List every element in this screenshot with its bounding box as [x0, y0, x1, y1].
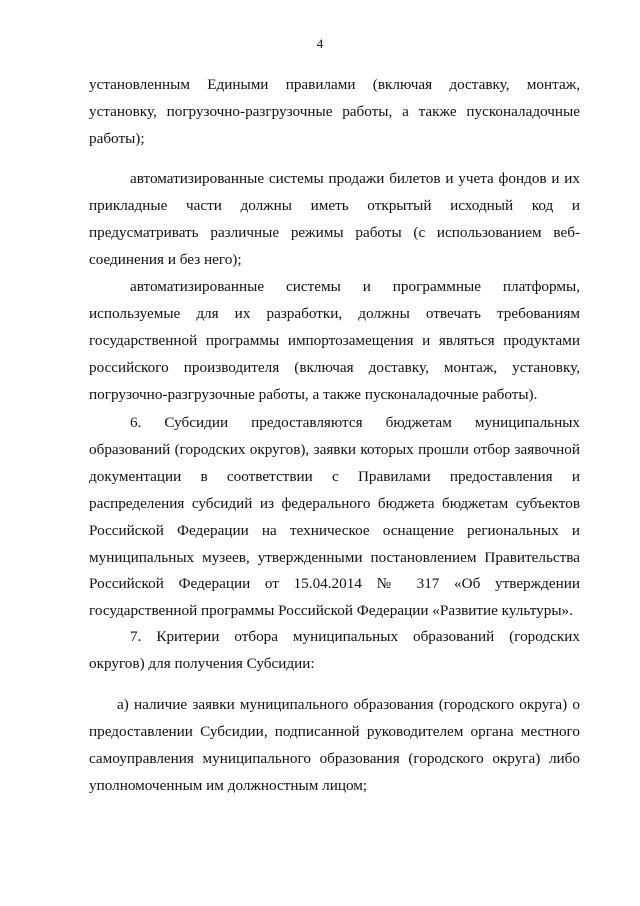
paragraph-item-a: а) наличие заявки муниципального образования (городского округа) о предоставлении Субсидии, подписанной руководителем органа местного самоуправления муниципального образования (городского округа) либо уполномоченным им должностным лицом;	[89, 696, 580, 794]
paragraph-item-7: 7. Критерии отбора муниципальных образований (городских округов) для получения Субсидии:	[89, 628, 580, 672]
paragraph-import-substitution: автоматизированные системы и программные платформы, используемые для их разработки, должны отвечать требованиям государственной программы импортозамещения и являться продуктами российского производителя (включая доставку, монтаж, установку, погрузочно-разгрузочные работы, а также пусконаладочные работы).	[89, 278, 580, 403]
paragraph-continuation: установленным Едиными правилами (включая доставку, монтаж, установку, погрузочно-разгрузочные работы, а также пусконаладочные работы);	[89, 76, 580, 147]
paragraph-ticket-systems: автоматизированные системы продажи билетов и учета фондов и их прикладные части должны иметь открытый исходный код и предусматривать различные режимы работы (с использованием веб-соединения и без него);	[89, 170, 580, 268]
paragraph-item-6: 6. Субсидии предоставляются бюджетам муниципальных образований (городских округов), заявки которых прошли отбор заявочной документации в соответствии с Правилами предоставления и распределения субсидий из федерального бюджета бюджетам субъектов Российской Федерации на техническое оснащение региональных и муниципальных музеев, утвержденными постановлением Правительства Российской Федерации от 15.04.2014 № 317 «Об утверждении государственной программы Российской Федерации «Развитие культуры».	[89, 414, 580, 620]
page-number: 4	[316, 36, 324, 51]
